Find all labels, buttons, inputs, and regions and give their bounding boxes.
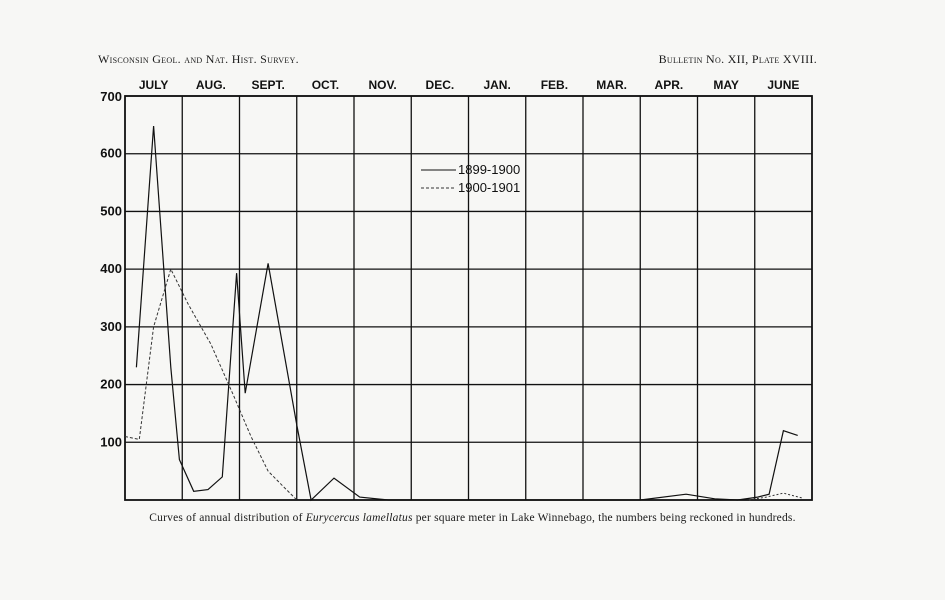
caption-species: Eurycercus lamellatus [305,512,413,524]
chart-legend [421,162,520,195]
y-tick-label: 100 [100,434,122,450]
y-tick-label: 400 [100,261,122,277]
plate-header-left: Wisconsin Geol. and Nat. Hist. Survey. [98,52,299,66]
y-tick-label: 300 [100,318,122,334]
month-label: OCT. [311,78,340,92]
month-labels [139,78,800,92]
month-label: DEC. [425,78,455,92]
figure-caption [0,512,945,524]
y-tick-label: 500 [100,203,122,219]
chart-grid [125,96,812,500]
month-label: MAY [713,78,739,92]
caption-after: per square meter in Lake Winnebago, the numbers being reckoned in hundreds. [412,512,796,524]
month-label: SEPT. [251,78,285,92]
month-label: APR. [654,78,684,92]
series-line [749,493,803,500]
y-tick-label: 700 [100,89,122,104]
month-label: FEB. [540,78,569,92]
month-label: AUG. [195,78,226,92]
y-axis-labels [100,89,122,449]
y-tick-label: 200 [100,376,122,392]
caption-before: Curves of annual distribution of [149,512,306,524]
legend-label: 1900-1901 [458,180,521,195]
month-label: JULY [138,78,169,92]
month-label: JUNE [767,78,800,92]
month-label: JAN. [483,78,511,92]
month-label: MAR. [596,78,627,92]
y-tick-label: 600 [100,145,122,161]
month-label: NOV. [368,78,397,92]
legend-label: 1899-1900 [458,162,521,177]
plate-header-right: Bulletin No. XII, Plate XVIII. [658,52,817,66]
